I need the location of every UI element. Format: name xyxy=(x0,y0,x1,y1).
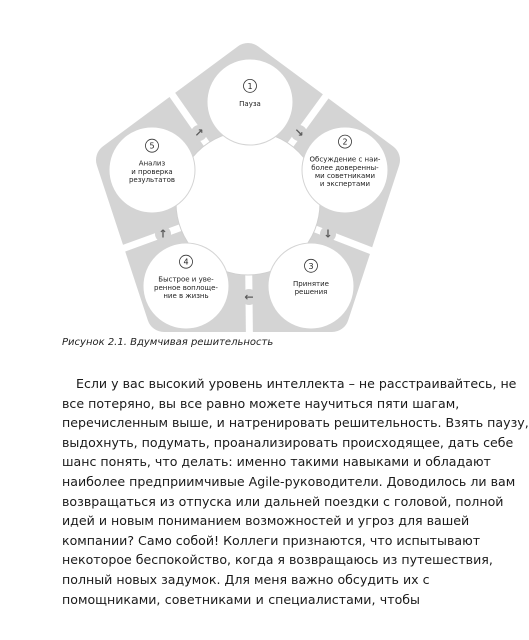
step-number: 2 xyxy=(342,137,348,147)
step-label-line: Обсуждение с наи- xyxy=(309,155,381,164)
step-label-line: ми советниками xyxy=(314,172,376,180)
step-label-line: Пауза xyxy=(239,99,261,108)
body-line: наиболее предприимчивые Agile-руководители. Доводилось ли вам xyxy=(62,473,516,489)
step-number: 3 xyxy=(308,261,314,271)
flow-arrow-icon: ↓ xyxy=(323,227,333,241)
body-line: выдохнуть, подумать, проанализировать происходящее, дать себе xyxy=(62,434,514,450)
body-line: перечисленным выше, и натренировать решительность. Взять паузу, xyxy=(62,415,529,431)
body-line: помощниками, советниками и специалистами, чтобы xyxy=(62,591,420,607)
step-label-line: решения xyxy=(294,288,328,296)
cycle-step-2 xyxy=(302,127,388,213)
body-line: возвращаться из отпуска или дальней поездки с головой, полной xyxy=(62,493,504,509)
step-number: 1 xyxy=(247,81,253,91)
cycle-step-4 xyxy=(143,243,229,329)
step-label-line: Принятие xyxy=(293,279,329,288)
flow-arrow-icon: ↘ xyxy=(294,126,304,140)
figure-caption: Рисунок 2.1. Вдумчивая решительность xyxy=(62,337,274,348)
step-label-line: более доверенны- xyxy=(311,163,379,172)
step-label-line: результатов xyxy=(128,176,176,185)
body-line: некоторое беспокойство, когда я возвращаюсь из путешествия, xyxy=(62,552,493,568)
flow-arrow-icon: ↑ xyxy=(158,227,168,241)
step-label-line: и проверка xyxy=(131,167,173,176)
step-label-line: Анализ xyxy=(138,159,166,168)
body-line: компании? Само собой! Коллеги признаются, что испытывают xyxy=(62,532,481,548)
body-line: полный новых задумок. Для меня важно обсудить их с xyxy=(62,571,430,587)
flow-arrow-icon: ↗ xyxy=(194,126,204,140)
body-line: Если у вас высокий уровень интеллекта – не расстраивайтесь, не xyxy=(76,376,517,391)
flow-arrow-icon: ← xyxy=(244,290,254,304)
step-number: 4 xyxy=(183,257,189,267)
step-number: 5 xyxy=(149,141,155,151)
cycle-step-5 xyxy=(109,127,195,213)
step-label-line: и экспертами xyxy=(319,180,371,189)
body-line: все потеряно, вы все равно можете научиться пяти шагам, xyxy=(62,395,460,411)
body-paragraph xyxy=(62,374,529,609)
step-label-line: ренное воплоще- xyxy=(154,283,218,292)
body-line: шанс понять, что делать: именно такими навыками и обладают xyxy=(62,454,491,470)
step-label-line: Быстрое и уве- xyxy=(158,275,214,284)
step-label-line: ние в жизнь xyxy=(163,292,209,301)
decision-cycle-diagram xyxy=(0,0,495,335)
cycle-step-1 xyxy=(207,59,293,145)
body-line: идей и новым пониманием возможностей и угроз для вашей xyxy=(62,513,470,529)
ring-separator xyxy=(249,273,250,363)
cycle-step-3 xyxy=(268,243,354,329)
